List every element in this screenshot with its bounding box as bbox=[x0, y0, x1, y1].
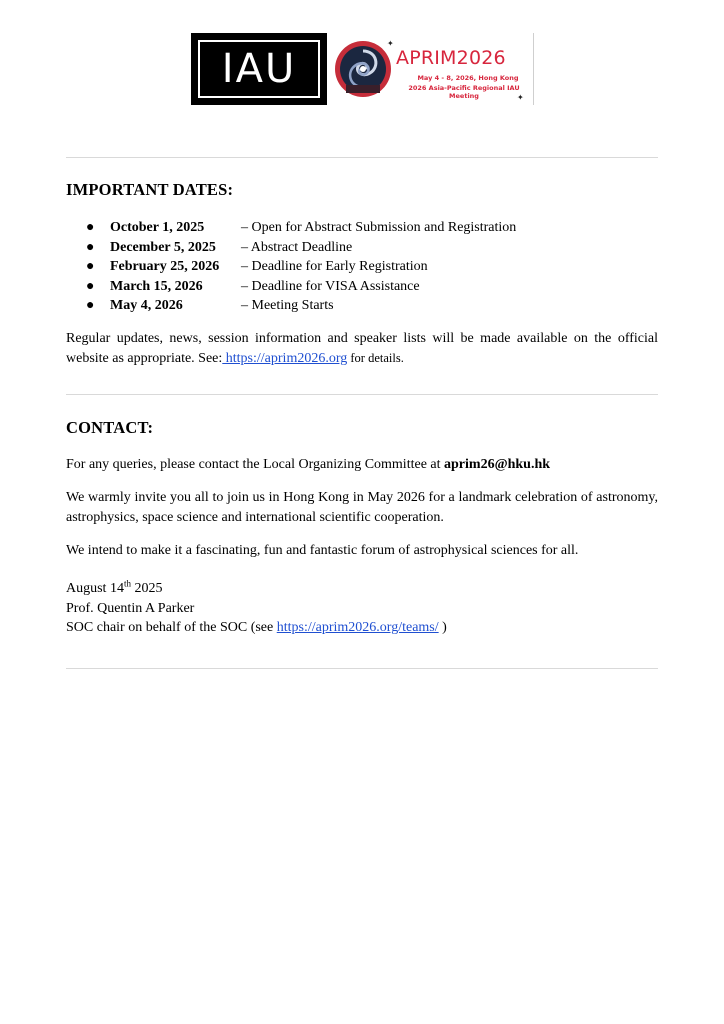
bullet-icon: ● bbox=[86, 259, 95, 275]
divider bbox=[66, 668, 658, 669]
teams-link[interactable]: https://aprim2026.org/teams/ bbox=[276, 620, 439, 635]
date-label: December 5, 2025 bbox=[110, 239, 216, 255]
contact-paragraph bbox=[66, 455, 658, 475]
divider bbox=[66, 394, 658, 395]
date-label: May 4, 2026 bbox=[110, 298, 183, 314]
date-description: – Open for Abstract Submission and Registration bbox=[241, 220, 517, 235]
aprim-logo bbox=[328, 33, 534, 105]
signature-role-text: SOC chair on behalf of the SOC (see bbox=[66, 620, 277, 635]
updates-paragraph bbox=[66, 329, 658, 368]
aprim-emblem-icon bbox=[332, 37, 394, 101]
bullet-icon: ● bbox=[86, 220, 95, 235]
date-description: – Meeting Starts bbox=[241, 298, 334, 314]
date-label: October 1, 2025 bbox=[110, 220, 205, 235]
bullet-icon: ● bbox=[86, 278, 95, 294]
date-description: – Deadline for VISA Assistance bbox=[241, 278, 420, 294]
date-label: February 25, 2026 bbox=[110, 259, 220, 275]
intent-paragraph: We intend to make it a fascinating, fun and fantastic forum of astrophysical sciences for all. bbox=[66, 543, 579, 558]
sparkle-icon: ✦ bbox=[387, 39, 394, 48]
signature-role-tail: ) bbox=[438, 620, 447, 635]
signature-role bbox=[66, 618, 447, 638]
bullet-icon: ● bbox=[86, 239, 95, 255]
divider bbox=[66, 157, 658, 158]
updates-tail: for details. bbox=[347, 350, 404, 365]
signature-date bbox=[66, 579, 162, 599]
signature-date-main: August 14 bbox=[66, 581, 124, 596]
contact-email[interactable]: aprim26@hku.hk bbox=[444, 457, 551, 472]
iau-logo bbox=[191, 33, 327, 105]
date-description: – Deadline for Early Registration bbox=[241, 259, 428, 275]
important-dates-heading: IMPORTANT DATES: bbox=[66, 180, 234, 199]
header-logos bbox=[191, 33, 534, 105]
date-description: – Abstract Deadline bbox=[241, 239, 353, 255]
website-link[interactable]: https://aprim2026.org bbox=[222, 350, 348, 366]
sparkle-icon: ✦ bbox=[517, 93, 524, 102]
contact-text: For any queries, please contact the Local Organizing Committee at bbox=[66, 457, 445, 472]
aprim-logo-dates: May 4 - 8, 2026, Hong Kong bbox=[417, 74, 519, 82]
date-label: March 15, 2026 bbox=[110, 278, 203, 294]
aprim-logo-title: APRIM2026 bbox=[396, 47, 506, 69]
aprim-logo-subtitle: 2026 Asia-Pacific Regional IAU Meeting bbox=[408, 84, 520, 100]
invite-paragraph: We warmly invite you all to join us in Hong Kong in May 2026 for a landmark celebration of astronomy, astrophysics, space science and international scientific cooperation. bbox=[66, 490, 658, 525]
signature-name: Prof. Quentin A Parker bbox=[66, 601, 195, 616]
bullet-icon: ● bbox=[86, 298, 95, 314]
signature-date-sup: th bbox=[123, 578, 131, 589]
updates-text: Regular updates, news, session information and speaker lists will be made available on the official website as appropriate. See: bbox=[66, 331, 658, 366]
contact-heading: CONTACT: bbox=[66, 418, 154, 437]
signature-date-year: 2025 bbox=[130, 581, 163, 596]
iau-logo-text: IAU bbox=[221, 46, 297, 92]
